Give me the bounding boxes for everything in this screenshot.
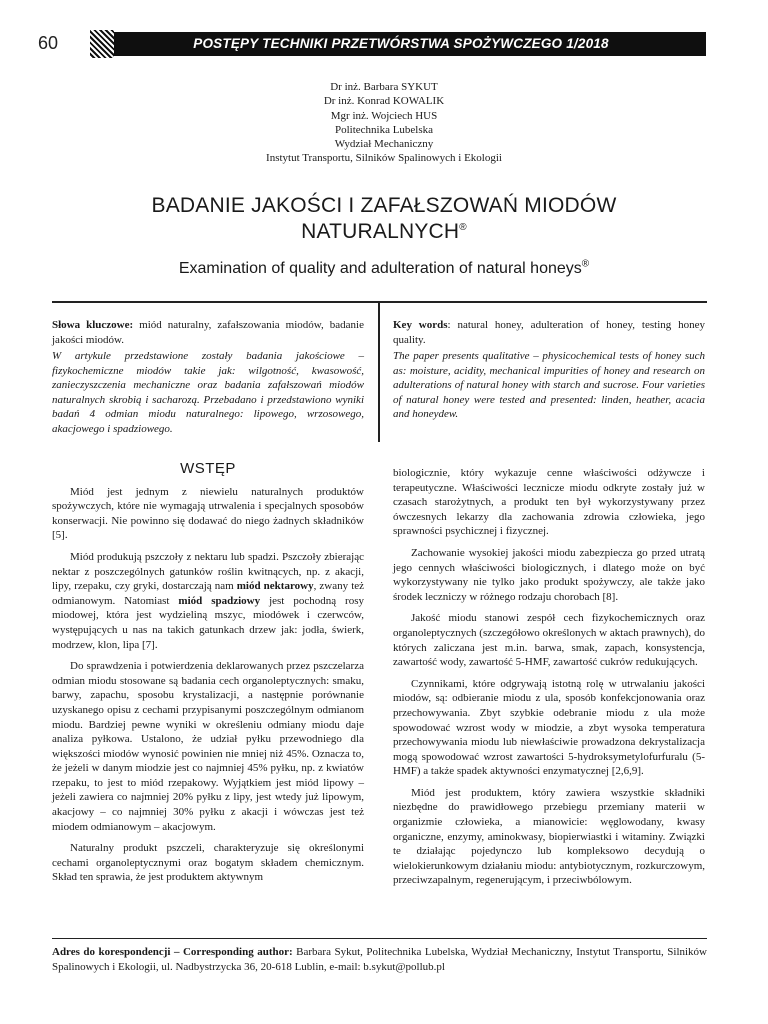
keywords-label-en: Key words — [393, 319, 448, 331]
paragraph-8: Czynnikami, które odgrywają istotną rolę w utrwalaniu jakości miodów, są: odbieranie miodu z ula, sposób konfekcjonowania oraz przechowywania. Zbyt szybkie odebranie miodu z ula może spowodować wzrost wody w miodzie, a zbyt wysoka temperatura przechowywania miodu lub niewłaściwie prowadzona dekrystalizacja mogą spowodować wzrost zawartości 5-hydroksymetylofurfuralu (5-HMF) a także spadek aktywności enzymatycznej [2,6,9]. — [393, 677, 705, 778]
abstract-english — [393, 318, 705, 424]
footer-rule — [52, 938, 707, 939]
abstract-polish — [52, 318, 364, 438]
term-nectar-honey: miód nektarowy — [236, 580, 314, 593]
page-number: 60 — [38, 33, 59, 53]
title-english-text: Examination of quality and adulteration of natural honeys — [178, 260, 582, 277]
paragraph-7: Jakość miodu stanowi zespół cech fizykochemicznych oraz organoleptycznych (szczegółowo określonych w aktach prawnych), do których zaliczana jest m.in. barwa, smak, zapach, konsystencja, zawartość wody, zawartość 5-HMF, zawartość cukrów redukujących. — [393, 612, 705, 669]
paragraph-2-part: , zwany też odmianowym. Natomiast — [52, 580, 365, 607]
journal-bar-ornament — [90, 30, 114, 58]
abstract-divider — [378, 302, 380, 442]
title-english — [40, 260, 728, 278]
paragraph-2-part: Miód produkują pszczoły z nektaru lub spadzi. Pszczoły zbierając nektar z poszczególnych gatunków roślin kwitnących, np. z akacji, lipy, rzepaku, czy gryki, dostarczają nam — [52, 550, 364, 593]
paragraph-1: Miód jest jednym z niewielu naturalnych produktów spożywczych, które nie wymagają utrwalenia i specjalnych sposobów konserwacji. Nie powinno się dodawać do niego żadnych składników [5]. — [52, 485, 364, 542]
paragraph-2 — [52, 550, 364, 652]
author-1: Dr inż. Barbara SYKUT — [330, 81, 438, 93]
journal-title-bar: POSTĘPY TECHNIKI PRZETWÓRSTWA SPOŻYWCZEGO 1/2018 — [96, 32, 706, 56]
abstract-text-en: The paper presents qualitative – physicochemical tests of honey such as: moisture, acidity, mechanical impurities of honey and research on adulterations of natural honey with starch and sucrose. Four varieties of natural honey were tested and presented: linden, heather, acacia and honeydew. — [393, 350, 705, 420]
author-block — [0, 80, 768, 166]
corresponding-author — [52, 945, 707, 974]
body-column-left — [52, 462, 364, 892]
body-column-right — [393, 466, 705, 895]
author-2: Dr inż. Konrad KOWALIK — [323, 95, 445, 108]
affiliation-university: Politechnika Lubelska — [334, 123, 434, 136]
paragraph-3: Do sprawdzenia i potwierdzenia deklarowanych przez pszczelarza odmian miodu stosowane są badania cech organoleptycznych: smaku, barwy, zapachu, sposobu krystalizacji, a następnie porównanie uzyskanego opisu z cechami przypisanymi poszczególnym odmianom miodu. Bardziej pewne wyniki w określeniu odmiany miodu daje analiza pyłkowa. Ustalono, że udział pyłku przewodniego dla większości miodów wynosić powinien nie mniej niż 45%. Oznacza to, że jeżeli w danym miodzie jest co najmniej 45% pyłku, np. z kwiatów rzepaku, to jest to miód rzepakowy. Wyjątkiem jest miód lipowy – jeżeli zawiera co najmniej 20% pyłku z lipy, jest wtedy już lipowym, akacjowy – co najmniej 30% pyłku z akacji i wówczas jest też miodem odmianowym – akacjowym. — [52, 660, 364, 833]
author-3: Mgr inż. Wojciech HUS — [330, 109, 438, 122]
paragraph-9: Miód jest produktem, który zawiera wszystkie składniki niezbędne do prawidłowego przebiegu przemiany materii w organizmie człowieka, a mianowicie: węglowodany, kwasy organiczne, enzymy, aminokwasy, biopierwiastki i witaminy. Związki te działając pojedynczo lub kompleksowo decydują o wielokierunkowym działaniu miodu: antybiotycznym, rozkurczowym, przeciwzapalnym, regenerującym, i przeciwbólowym. — [393, 786, 705, 887]
abstract-top-rule — [52, 301, 707, 303]
paragraph-4: Naturalny produkt pszczeli, charakteryzuje się określonymi cechami organoleptycznymi oraz bogatym składem chemicznym. Skład ten sprawia, że jest produktem aktywnym — [52, 842, 364, 884]
keywords-pl: miód naturalny, zafałszowania miodów, badanie jakości miodów. — [52, 319, 364, 346]
affiliation-institute: Instytut Transportu, Silników Spalinowych i Ekologii — [266, 152, 502, 165]
corresponding-author-label: Adres do korespondencji – Corresponding author: — [52, 946, 293, 958]
paragraph-6: Zachowanie wysokiej jakości miodu zabezpiecza go przed utratą jego cennych właściwości biologicznych, i dlatego może on być wykorzystywany nie tylko jako produkt spożywczy, ale także jako środek leczniczy w różnego rodzaju chorobach [8]. — [393, 546, 705, 603]
corresponding-author-text: Barbara Sykut, Politechnika Lubelska, Wydział Mechaniczny, Instytut Transportu, Silników Spalinowych i Ekologii, ul. Nadbystrzycka 36, 20-618 Lublin, e-mail: b.sykut@pollub.pl — [52, 946, 708, 973]
title-polish-line1: BADANIE JAKOŚCI I ZAFAŁSZOWAŃ MIODÓW — [151, 194, 617, 217]
paragraph-5: biologicznie, który wykazuje cenne właściwości odżywcze i terapeutyczne. Właściwości lecznicze miodu odkryte zostały już w czasach starożytnych, a produkt ten był wykorzystywany przez ówczesnych lekarzy dla zachowania zdrowia człowieka, jego sprawności psychicznej i fizycznej. — [393, 467, 705, 538]
title-polish — [60, 193, 708, 245]
affiliation-faculty: Wydział Mechaniczny — [334, 138, 434, 151]
keywords-en: : natural honey, adulteration of honey, testing honey quality. — [393, 319, 706, 346]
abstract-text-pl: W artykule przedstawione zostały badania jakościowe – fizykochemiczne miodów takie jak: wilgotność, kwasowość, zanieczyszczenia mechaniczne oraz badania zafałszowań miodów naturalnych skrobią i sacharozą. Przebadano i przedstawiono wyniki badań 4 odmian miodu naturalnego: lipowego, wrzosowego, akacjowego i spadziowego. — [52, 350, 364, 435]
section-heading: WSTĘP — [180, 460, 236, 477]
paragraph-2-part: jest pochodną rosy miodowej, która jest wydzieliną mszyc, miodówek i czerwców, występujących u nas na takich gatunkach drzew jak: jodła, świerk, modrzew, klon, lipa [7]. — [52, 594, 364, 651]
keywords-label-pl: Słowa kluczowe: — [52, 319, 134, 331]
registered-mark: ® — [459, 222, 467, 233]
title-polish-line2: NATURALNYCH — [301, 220, 460, 243]
term-honeydew-honey: miód spadziowy — [178, 594, 261, 607]
registered-mark: ® — [581, 258, 590, 270]
